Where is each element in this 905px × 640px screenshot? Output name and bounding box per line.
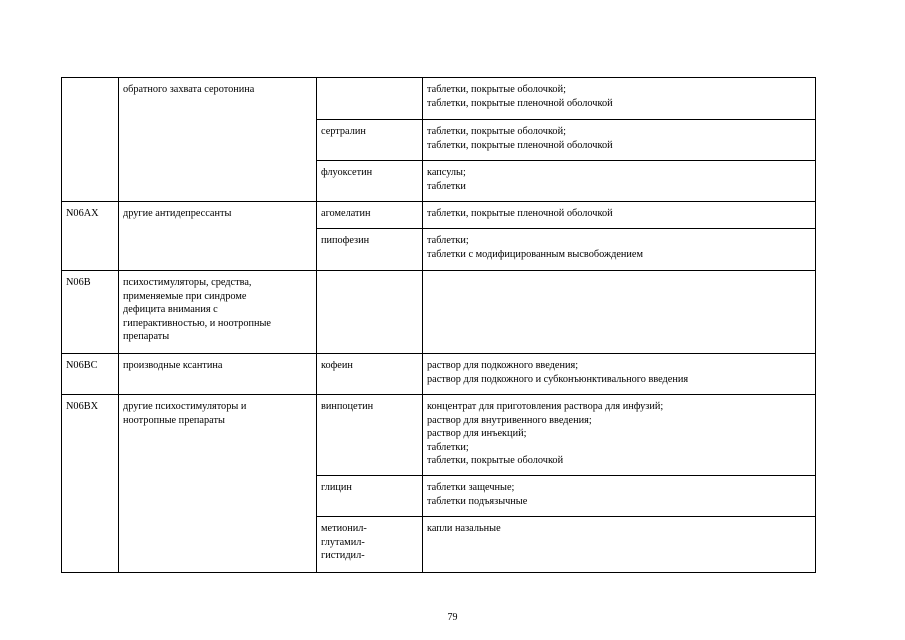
- drug-cell: [317, 78, 423, 120]
- drug-cell: [317, 476, 423, 517]
- atc-code-cell: [62, 354, 119, 395]
- table-row: [62, 78, 816, 120]
- atc-code-cell: [62, 271, 119, 354]
- group-cell: [119, 78, 317, 202]
- form-line: раствор для подкожного и субконъюнктивального введения: [427, 373, 689, 385]
- forms-cell: [423, 476, 816, 517]
- group-line: дефицита внимания с: [123, 304, 218, 315]
- group-cell: [119, 202, 317, 271]
- form-line: концентрат для приготовления раствора для инфузий;: [427, 401, 664, 412]
- atc-code-cell: [62, 395, 119, 573]
- drug-cell: [317, 271, 423, 354]
- drug-cell: [317, 517, 423, 573]
- drug-name: гистидил-: [321, 550, 365, 561]
- drug-table: [61, 77, 816, 573]
- forms-cell: [423, 271, 816, 354]
- group-line: гиперактивностью, и ноотропные: [123, 317, 271, 329]
- table-row: [62, 271, 816, 354]
- form-line: таблетки, покрытые оболочкой;: [427, 126, 566, 137]
- table-row: [62, 202, 816, 229]
- drug-name: кофеин: [321, 360, 353, 371]
- drug-name: агомелатин: [321, 208, 371, 219]
- drug-name: метионил-: [321, 523, 367, 534]
- form-line: таблетки, покрытые пленочной оболочкой: [427, 139, 613, 151]
- forms-cell: [423, 354, 816, 395]
- group-line: обратного захвата серотонина: [123, 84, 255, 95]
- form-line: таблетки, покрытые оболочкой;: [427, 84, 566, 95]
- forms-cell: [423, 202, 816, 229]
- group-line: применяемые при синдроме: [123, 290, 247, 302]
- table-row: [62, 395, 816, 476]
- forms-cell: [423, 161, 816, 202]
- drug-cell: [317, 354, 423, 395]
- group-line: психостимуляторы, средства,: [123, 277, 252, 288]
- form-line: раствор для инъекций;: [427, 428, 527, 439]
- atc-code-cell: [62, 78, 119, 202]
- form-line: таблетки подъязычные: [427, 495, 528, 507]
- group-cell: [119, 271, 317, 354]
- drug-cell: [317, 229, 423, 271]
- form-line: таблетки, покрытые пленочной оболочкой: [427, 208, 613, 219]
- atc-code: N06AX: [66, 208, 99, 219]
- atc-code: N06BC: [66, 360, 98, 371]
- drug-cell: [317, 202, 423, 229]
- drug-cell: [317, 120, 423, 161]
- form-line: капсулы;: [427, 167, 466, 178]
- drug-cell: [317, 161, 423, 202]
- group-line: препараты: [123, 331, 170, 342]
- forms-cell: [423, 78, 816, 120]
- drug-name: винпоцетин: [321, 401, 374, 412]
- group-cell: [119, 395, 317, 573]
- atc-code: N06BX: [66, 401, 99, 412]
- drug-name: пипофезин: [321, 235, 370, 246]
- form-line: таблетки;: [427, 235, 469, 246]
- forms-cell: [423, 395, 816, 476]
- atc-code: N06B: [66, 277, 91, 288]
- forms-cell: [423, 120, 816, 161]
- group-line: другие антидепрессанты: [123, 208, 232, 219]
- form-line: раствор для подкожного введения;: [427, 360, 579, 371]
- atc-code-cell: [62, 202, 119, 271]
- form-line: капли назальные: [427, 523, 501, 534]
- drug-cell: [317, 395, 423, 476]
- group-line: производные ксантина: [123, 360, 223, 371]
- forms-cell: [423, 517, 816, 573]
- drug-name: глицин: [321, 482, 352, 493]
- drug-name: глутамил-: [321, 536, 365, 548]
- drug-name: сертралин: [321, 126, 366, 137]
- table-row: [62, 354, 816, 395]
- group-line: ноотропные препараты: [123, 414, 225, 426]
- page-number: 79: [447, 612, 458, 623]
- form-line: раствор для внутривенного введения;: [427, 414, 592, 426]
- group-cell: [119, 354, 317, 395]
- form-line: таблетки защечные;: [427, 482, 515, 493]
- form-line: таблетки с модифицированным высвобождением: [427, 248, 644, 260]
- forms-cell: [423, 229, 816, 271]
- form-line: таблетки, покрытые пленочной оболочкой: [427, 97, 613, 109]
- drug-name: флуоксетин: [321, 167, 373, 178]
- form-line: таблетки: [427, 180, 466, 192]
- form-line: таблетки, покрытые оболочкой: [427, 455, 564, 466]
- group-line: другие психостимуляторы и: [123, 401, 247, 412]
- form-line: таблетки;: [427, 441, 469, 453]
